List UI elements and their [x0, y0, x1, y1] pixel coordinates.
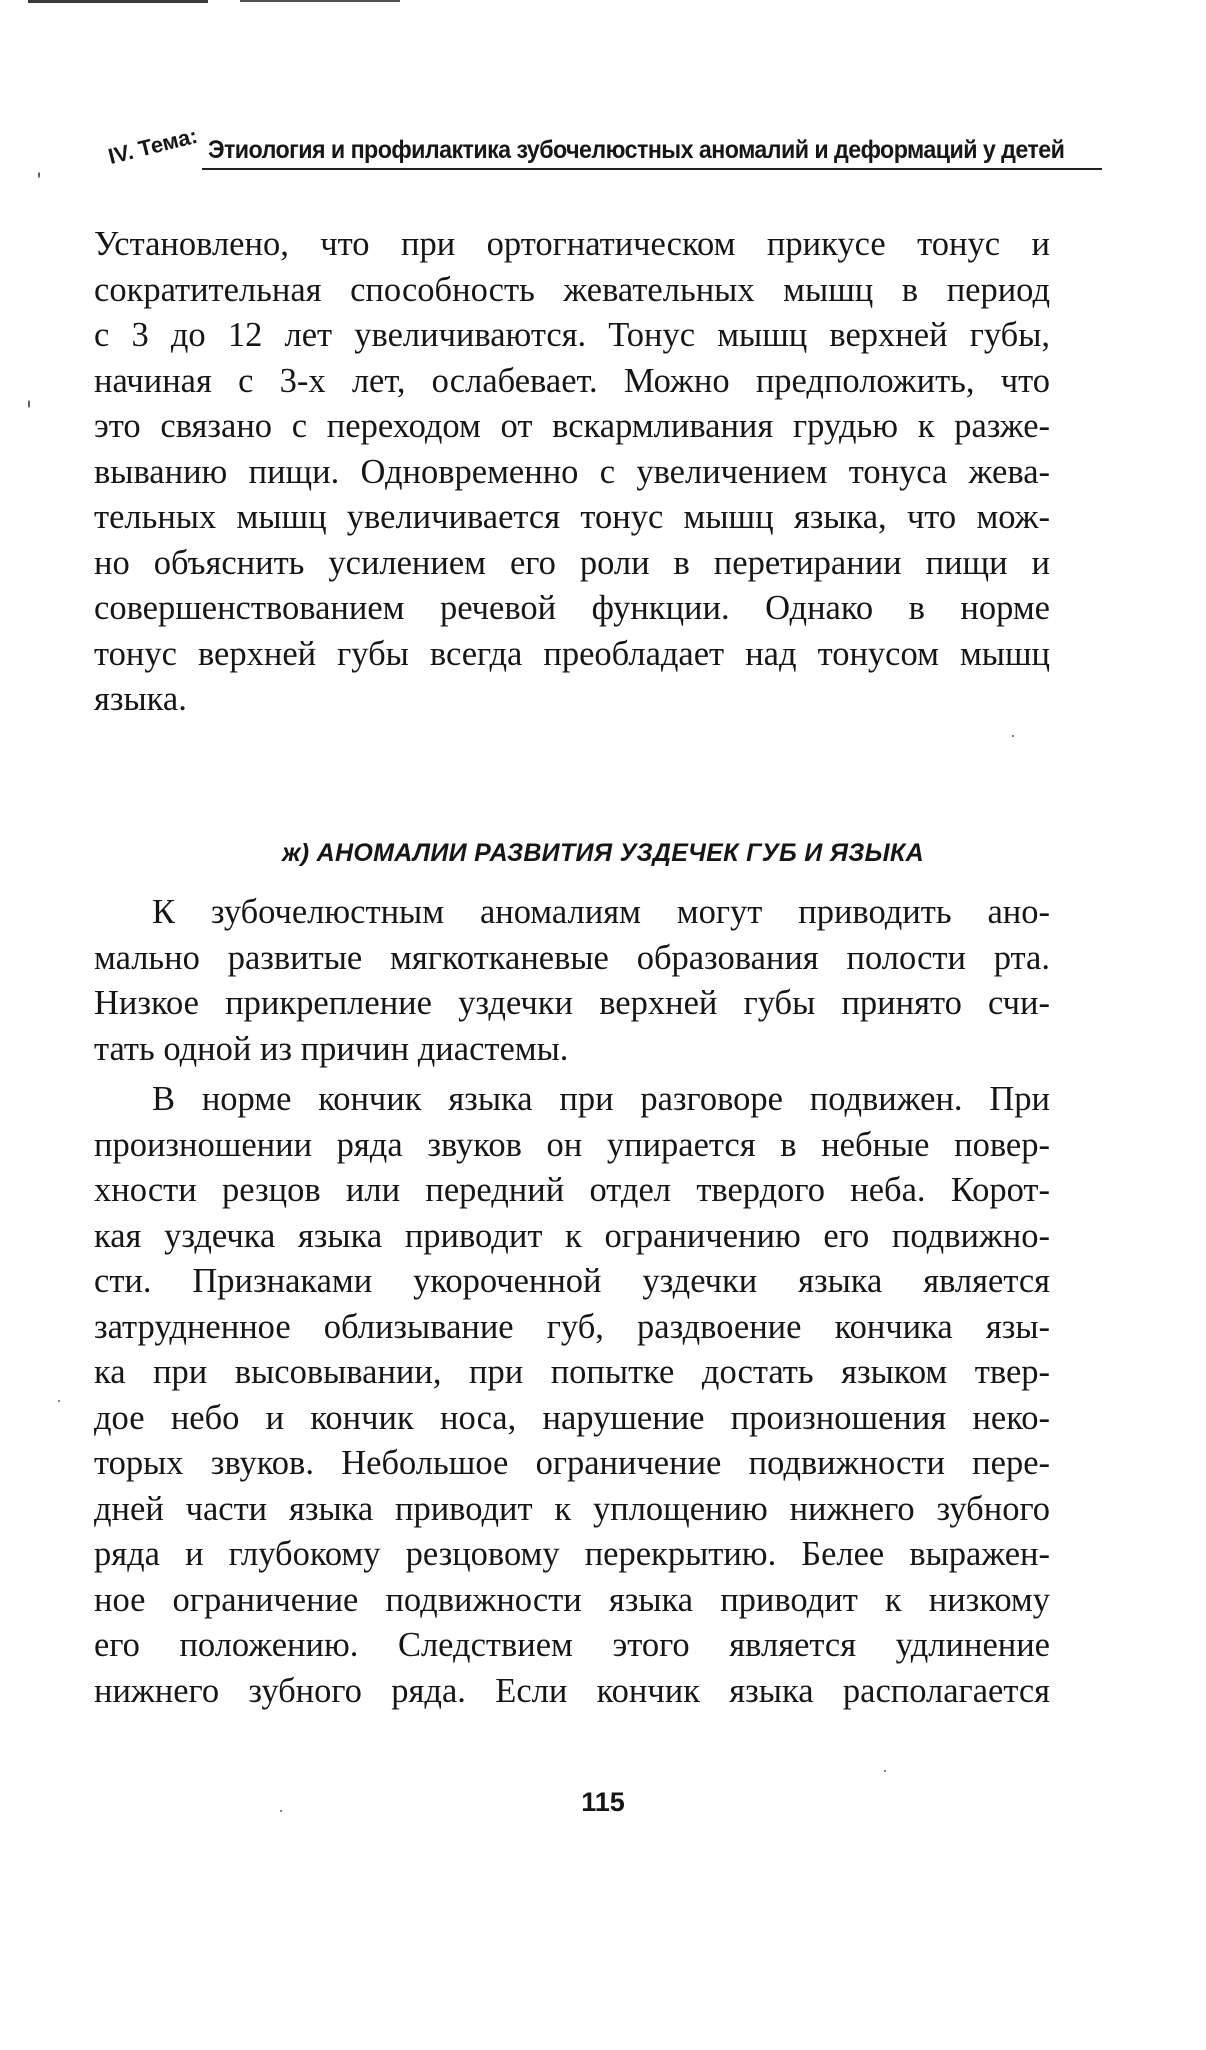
scan-speck: [28, 400, 30, 408]
text-line: но объяснить усилением его роли в перетирании пищи и: [94, 543, 1050, 582]
text-line: его положению. Следствием этого является удлинение: [94, 1626, 1050, 1664]
running-header: [105, 122, 1100, 184]
paragraph-2: [94, 890, 1050, 1072]
top-edge-rule-short: [240, 0, 400, 2]
text-line: совершенствованием речевой функции. Однако в норме: [94, 589, 1050, 627]
scan-speck: [58, 1400, 60, 1402]
text-line: дней части языка приводит к уплощению нижнего зубного: [94, 1489, 1050, 1528]
text-line: произношении ряда звуков он упирается в небные повер-: [94, 1125, 1050, 1164]
text-line: хности резцов или передний отдел твердого неба. Корот-: [94, 1171, 1050, 1209]
text-line: кая уздечка языка приводит к ограничению его подвижно-: [94, 1216, 1050, 1255]
text-line: это связано с переходом от вскармливания грудью к разже-: [94, 407, 1050, 445]
text-line: начиная с 3-х лет, ослабевает. Можно предположить, что: [94, 361, 1050, 400]
text-line: дое небо и кончик носа, нарушение произношения неко-: [94, 1398, 1050, 1437]
text-line: Установлено, что при ортогнатическом прикусе тонус и: [94, 225, 1050, 263]
text-line: выванию пищи. Одновременно с увеличением тонуса жева-: [94, 452, 1050, 491]
text-line: ка при высовывании, при попытке достать языком твер-: [94, 1353, 1050, 1391]
text-line: затрудненное облизывание губ, раздвоение кончика язы-: [94, 1307, 1050, 1346]
text-line: В норме кончик языка при разговоре подвижен. При: [152, 1080, 1050, 1118]
scan-speck: [38, 172, 40, 178]
scan-speck: [884, 1770, 886, 1772]
top-edge-rule: [28, 0, 208, 3]
text-line: тать одной из причин диастемы.: [94, 1029, 569, 1068]
text-line: сократительная способность жевательных мышц в период: [94, 270, 1050, 309]
text-line: ное ограничение подвижности языка приводит к низкому: [94, 1580, 1050, 1619]
page-number: 115: [581, 1787, 625, 1817]
paragraph-3: [94, 1077, 1050, 1714]
text-line: с 3 до 12 лет увеличиваются. Тонус мышц верхней губы,: [94, 316, 1050, 354]
text-line: сти. Признаками укороченной уздечки языка является: [94, 1262, 1050, 1300]
text-line: ряда и глубокому резцовому перекрытию. Белее выражен-: [94, 1535, 1050, 1573]
text-line: К зубочелюстным аномалиям могут приводить ано-: [152, 893, 1050, 931]
scan-speck: [280, 1810, 282, 1812]
text-line: мально развитые мягкотканевые образования полости рта.: [94, 938, 1050, 977]
text-line: нижнего зубного ряда. Если кончик языка располагается: [94, 1671, 1050, 1710]
scan-speck: [1012, 735, 1014, 737]
section-heading: ж) АНОМАЛИИ РАЗВИТИЯ УЗДЕЧЕК ГУБ И ЯЗЫКА: [282, 838, 924, 867]
text-line: торых звуков. Небольшое ограничение подвижности пере-: [94, 1444, 1050, 1482]
text-line: тонус верхней губы всегда преобладает над тонусом мышц: [94, 634, 1050, 673]
running-header-rule: [202, 168, 1102, 170]
text-line: Низкое прикрепление уздечки верхней губы принято счи-: [94, 984, 1050, 1022]
paragraph-1: [94, 222, 1050, 723]
running-header-title: Этиология и профилактика зубочелюстных аномалий и деформаций у детей: [208, 136, 1065, 164]
running-header-chapter: IV. Тема:: [105, 122, 200, 170]
text-line: языка.: [94, 680, 187, 718]
text-line: тельных мышц увеличивается тонус мышц языка, что мож-: [94, 498, 1050, 536]
